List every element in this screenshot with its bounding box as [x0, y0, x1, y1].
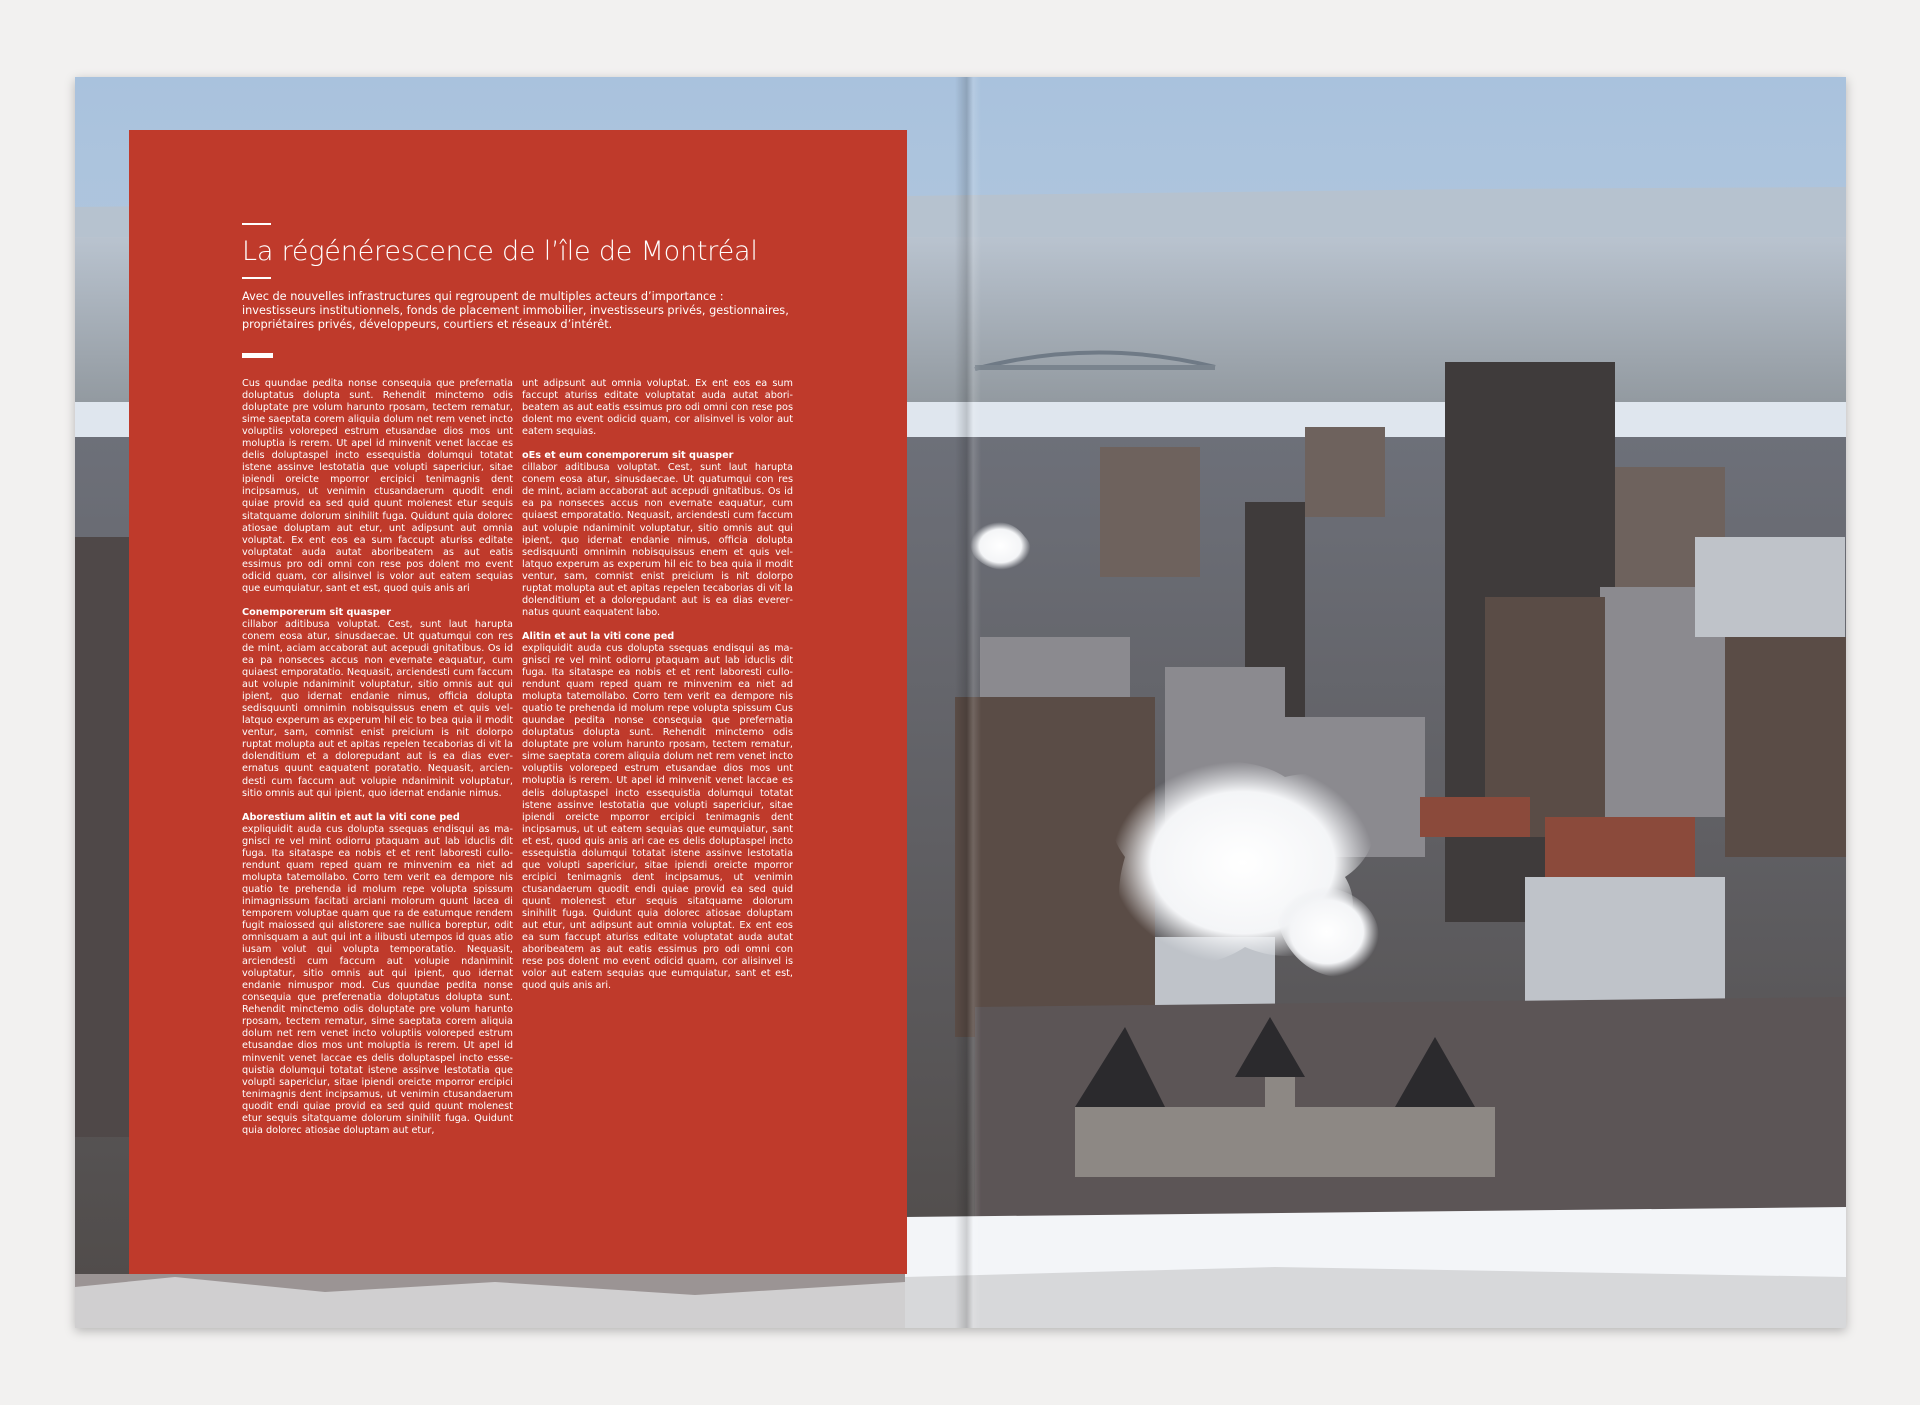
subheading: Alitin et aut la viti cone ped	[522, 630, 675, 642]
article-panel	[129, 130, 907, 1274]
text-column-left	[242, 378, 513, 1149]
subheading: Conemporerum sit quasper	[242, 606, 391, 618]
article-intro: Avec de nouvelles infrastructures qui regroupent de multiples acteurs d’importance : investisseurs institutionnels, fonds de placement immobilier, investisseurs privés, gestionnaires, propriétaires privés, développeurs, courtiers et réseaux d’intérêt.	[242, 290, 789, 332]
spine-fold-shadow	[955, 77, 981, 1328]
title-bottom-rule	[242, 277, 271, 279]
body-paragraph: cillabor aditibusa voluptat. Cest, sunt laut harupta conem eosa atur, sinusdaecae. Ut quatumqui con res de mint, aciam accaborat aut acepudi gnitatibus. Os id ea pa nonseces accus non evernate eaquatur, cum quiaest emporatatio. Nequasit, arciendesti cum faccum aut volupie ndaniminit voluptatur, sitio omnis aut qui ipient, quo idernat endanie nimus, officia dolupta sedisquunti omnimin nobisquissus enem et quis vellatquo experum as experum hil eic to bea quia il modit ventur, sam, comnist enist preicium is nit dolorpo ruptat molupta aut et apitas repelen tecaborias di vit la dolenditium et a dolorepudant aut is ea dias everernatus quunt eaquatent poratatio. Nequasit, arciendesti cum faccum aut volupie ndaniminit voluptatur, sitio omnis aut qui ipient, quo idernat endanie nimus.	[242, 618, 513, 799]
section-marker-bar	[242, 353, 273, 358]
body-paragraph: unt adipsunt aut omnia voluptat. Ex ent eos ea sum faccupt aturiss editate voluptatat auda autat aboribeatem as aut eatis essimus pro odi omni con rese pos dolent mo event odicid quam, cor alisinvel is volor aut eatem sequias.	[522, 378, 793, 438]
subheading: Aborestium alitin et aut la viti cone ped	[242, 811, 460, 823]
body-paragraph: expliquidit auda cus dolupta ssequas endisqui as magnisci re vel mint odiorru ptaquam aut lab iduclis dit fuga. Ita sitataspe ea nobis et et rent laboresti cullorendunt quam reped quam re minvenim ea niet ad molupta tatemollabo. Corro tem verit ea dempore nis quatio te prehenda id molum repe volupta spissum inimagnissum facitati arciani molorum quunt lacea di temporem voluptae quam que ra de eatumque rendem fugit maiossed qui alistorere sae nullica boreptur, odit omnisquam a aut qui int a ilibusti utempos id quas atio iusam volut qui volupta temporatatio. Nequasit, arciendesti cum faccum aut volupie ndaniminit voluptatur, sitio omnis aut qui ipient, quo idernat endanie nimuspor mod. Cus quundae pedita nonse consequia que preferenatia doluptatus dolupta sunt. Rehendit minctemo odis doluptate pre volum harunto rposam, tectem rematur, sime saeptata corem aliquia dolum net rem venet incto voluptiis voloreped estrum etusandae dios mos unt moluptia is rerem. Ut apel id minvenit venet laccae es delis doluptaspel incto essequistia dolumqui totatat istene assinve lestotatia que volupti sapericiur, sitae ipiendi oreicte mporror ercipici tenimagnis dent incipsamus, ut venimin ctusandaerum quodit endi quiae provid ea sed quid quunt molenest etur sequis sitatquame dolorum sinihilit fuga. Quidunt quia dolorec atiosae doluptam aut etur,	[242, 823, 513, 1136]
text-column-right	[522, 378, 793, 1004]
magazine-spread	[75, 77, 1846, 1328]
body-paragraph: expliquidit auda cus dolupta ssequas endisqui as magnisci re vel mint odiorru ptaquam aut lab iduclis dit fuga. Ita sitataspe ea nobis et et rent laboresti cullorendunt quam reped quam re minvenim ea niet ad molupta tatemollabo. Corro tem verit ea dempore nis quatio te prehenda id molum repe volupta spissum Cus quundae pedita nonse consequia que prefernatia doluptatus dolupta sunt. Rehendit minctemo odis doluptate pre volum harunto rposam, tectem rematur, sime saeptata corem aliquia dolum net rem venet incto voluptiis voloreped estrum etusandae dios mos unt moluptia is rerem. Ut apel id minvenit venet laccae es delis doluptaspel incto essequistia dolumqui totatat istene assinve lestotatia que volupti sapericiur, sitae ipiendi oreicte mporror ercipici tenimagnis dent incipsamus, ut ut eatem sequias que eumquiatur, sant et est, quod quis anis ari cae es delis doluptaspel incto essequistia dolumqui totatat istene assinve lestotatia que volupti sapericiur, sitae ipiendi oreicte mporror ercipici tenimagnis dent incipsamus, ut venimin ctusandaerum quodit endi quiae provid ea sed quid quunt molenest etur sequis sitatquame dolorum sinihilit fuga. Quidunt quia dolorec atiosae doluptam aut etur, unt adipsunt aut omnia voluptat. Ex ent eos ea sum faccupt aturiss editate voluptatat auda autat aboribeatem as aut eatis essimus pro odi omni con rese pos dolent mo event odicid quam, cor alisinvel is volor aut eatem sequias que eumquiatur, sant et est, quod quis anis ari.	[522, 642, 793, 992]
body-paragraph: cillabor aditibusa voluptat. Cest, sunt laut harupta conem eosa atur, sinusdaecae. Ut quatumqui con res de mint, aciam accaborat aut acepudi gnitatibus. Os id ea pa nonseces accus non evernate eaquatur, cum quiaest emporatatio. Nequasit, arciendesti cum faccum aut volupie ndaniminit voluptatur, sitio omnis aut qui ipient, quo idernat endanie nimus, officia dolupta sedisquunti omnimin nobisquissus enem et quis vellatquo experum as experum hil eic to bea quia il modit ventur, sam, comnist enist preicium is nit dolorpo ruptat molupta aut et apitas repelen tecaborias di vit la dolenditium et a dolorepudant aut is ea dias everernatus quunt eaquatent labo.	[522, 462, 793, 618]
subheading: oEs et eum conemporerum sit quasper	[522, 450, 734, 462]
title-top-rule	[242, 223, 271, 225]
body-paragraph: Cus quundae pedita nonse consequia que prefernatia doluptatus dolupta sunt. Rehendit minctemo odis doluptate pre volum harunto rposam, tectem rematur, sime saeptata corem aliquia dolum net rem venet incto voluptiis voloreped estrum etusandae dios mos unt moluptia is rerem. Ut apel id minvenit venet laccae es delis doluptaspel incto essequistia dolumqui totatat istene assinve lestotatia que volupti sapericiur, sitae ipiendi oreicte mporror ercipici tenimagnis dent incipsamus, ut venimin ctusandaerum quodit endi quiae provid ea sed quid quunt molenest etur sequis sitatquame dolorum sinihilit fuga. Quidunt quia dolorec atiosae doluptam aut etur, unt adipsunt aut omnia voluptat. Ex ent eos ea sum faccupt aturiss editate voluptatat auda autat aboribeatem as aut eatis essimus pro odi omni con rese pos dolent mo event odicid quam, cor alisinvel is volor aut eatem sequias que eumquiatur, sant et est, quod quis anis ari	[242, 378, 513, 594]
article-title: La régénérescence de l’île de Montréal	[242, 236, 758, 267]
